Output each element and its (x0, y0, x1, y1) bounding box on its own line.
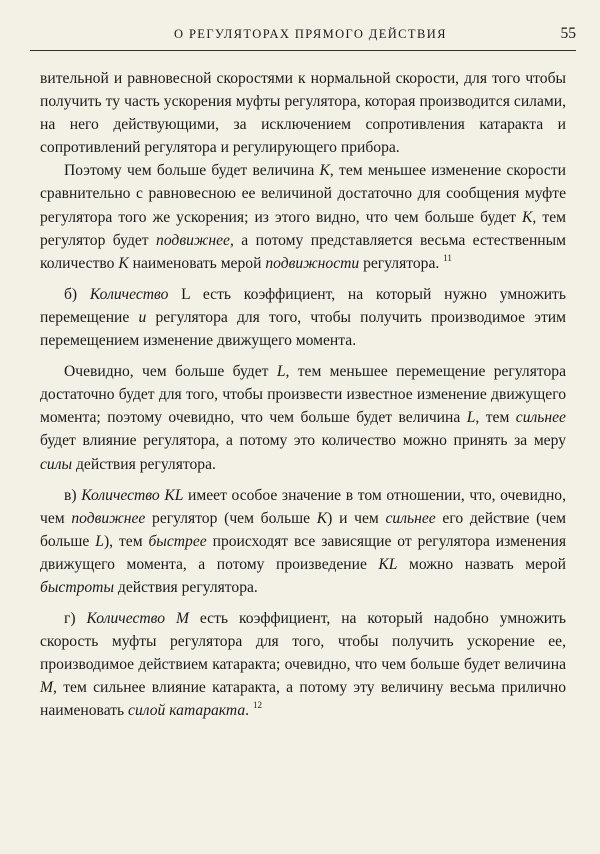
running-title: О РЕГУЛЯТОРАХ ПРЯМОГО ДЕЙСТВИЯ (174, 27, 447, 41)
footnote-ref-12: 12 (252, 700, 262, 711)
page-number: 55 (560, 25, 576, 42)
body-text (40, 67, 566, 723)
header-rule (30, 50, 576, 51)
paragraph-g: г) Количество M есть коэффициент, на который надобно умножить скорость муфты регулятора для того, чтобы получить ускорение ее, производимое действием катаракта; очевидно, что чем больше будет величина M, тем сильнее влияние катаракта, а потому эту величину весьма прилично наименовать силой катаракта. $^{12}$ (40, 610, 566, 720)
paragraph-strength: Очевидно, чем больше будет L, тем меньшее перемещение регулятора достаточно будет для того, чтобы произвести известное изменение движущего момента; поэтому очевидно, что чем больше будет величина L, тем сильнее будет влияние регулятора, а потому это количество можно принять за меру силы действия регулятора. (40, 363, 567, 473)
paragraph-continuation: вительной и равновесной скоростями к нормальной скорости, для того чтобы получить ту часть ускорения муфты регулятора, которая производится силами, на него действующими, за исключением сопротивления катаракта и сопротивлений регулятора и регулирующего прибора. (40, 70, 566, 157)
paragraph-v: в) Количество KL имеет особое значение в том отношении, что, очевидно, чем подвижнее регулятор (чем больше K) и чем сильнее его действие (чем больше L), тем быстрее происходят все зависящие от регулятора изменения движущего момента, а потому произведение KL можно назвать мерой быстроты действия регулятора. (40, 486, 566, 596)
paragraph-mobility: Поэтому чем больше будет величина K, тем меньшее изменение скорости сравнительно с равновесною ее величиной достаточно для сообщения муфте регулятора того же ускорения; из этого видно, что чем больше будет K, тем регулятор будет подвижнее, а потому представляется весьма естественным количество K наименовать мерой подвижности регулятора. $^{11}$ (40, 162, 566, 272)
page-header (30, 27, 576, 49)
footnote-ref-11: 11 (443, 252, 452, 263)
paragraph-b: б) Количество L есть коэффициент, на который нужно умножить перемещение u регулятора для того, чтобы получить производимое этим перемещением изменение движущего момента. (40, 285, 566, 350)
